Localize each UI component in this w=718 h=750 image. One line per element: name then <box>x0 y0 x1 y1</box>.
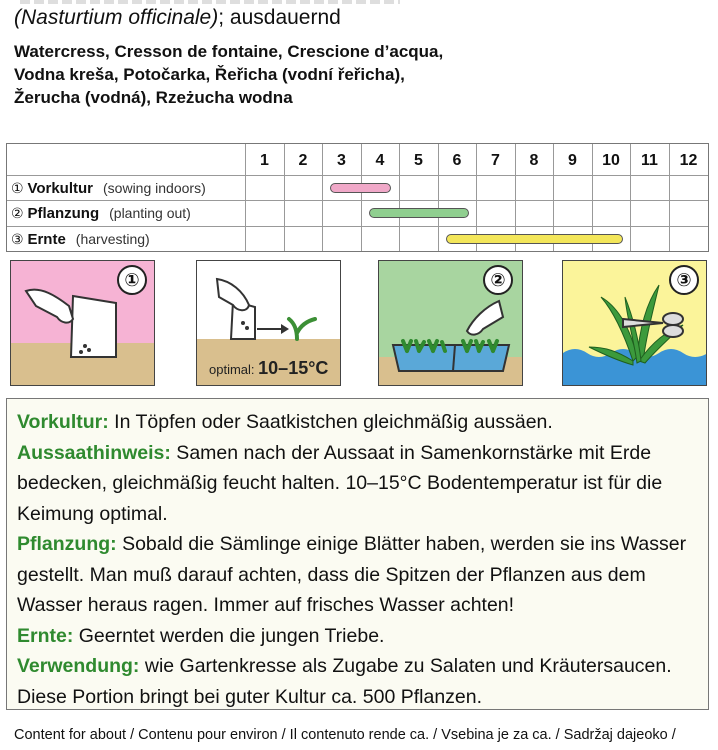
illustration-sowing <box>10 260 155 386</box>
temp-value: 10–15°C <box>258 358 329 378</box>
row-marker: ① <box>11 180 24 196</box>
row-label-de: Vorkultur <box>27 180 94 197</box>
month-2: 2 <box>298 152 308 169</box>
common-names-line-2: Vodna kreša, Potočarka, Řeřicha (vodní řeřicha), <box>14 65 405 84</box>
temp-prefix: optimal: <box>209 362 255 377</box>
month-5: 5 <box>414 152 423 169</box>
clipped-title <box>0 0 718 4</box>
hand <box>217 279 249 310</box>
pflanzung-text: Sobald die Sämlinge einige Blätter haben, werden sie ins Wasser gestellt. Man muß darauf achten, dass die Spitzen der Pflanzen aus dem Wasser heraus ragen. Immer auf frisches Wasser achten! <box>17 533 687 616</box>
vorkultur-heading: Vorkultur: <box>17 411 109 433</box>
month-9: 9 <box>568 152 577 169</box>
month-8: 8 <box>529 152 539 169</box>
row-label-de: Pflanzung <box>27 205 100 222</box>
botanical-line <box>14 6 341 30</box>
row-marker: ③ <box>11 231 24 247</box>
verwendung-paragraph <box>17 651 698 712</box>
illustration-planting <box>378 260 523 386</box>
verwendung-text: wie Gartenkresse als Zugabe zu Salaten und Kräutersaucen. Diese Portion bringt bei guter Kultur ca. 500 Pflanzen. <box>17 655 672 708</box>
seedling <box>289 319 315 339</box>
aussaat-paragraph <box>17 438 698 530</box>
vorkultur-paragraph <box>17 407 698 438</box>
common-names-line-3: Žerucha (vodná), Rzeżucha wodna <box>14 88 293 107</box>
pflanzung-paragraph <box>17 529 698 621</box>
row-pflanzung <box>11 200 191 226</box>
month-4: 4 <box>375 152 385 169</box>
footer-content-note: Content for about / Contenu pour environ / Il contenuto rende ca. / Vsebina je za ca. / Sadržaj dajeoko / <box>14 727 676 743</box>
ernte-paragraph <box>17 621 698 652</box>
growing-calendar <box>6 143 709 252</box>
month-1: 1 <box>260 152 269 169</box>
month-10: 10 <box>602 152 620 169</box>
temperature-label <box>209 358 328 379</box>
pflanzung-heading: Pflanzung: <box>17 533 117 555</box>
month-6: 6 <box>452 152 462 169</box>
common-names <box>14 40 704 109</box>
step-badge-3: ③ <box>669 265 699 295</box>
row-label-en: (harvesting) <box>75 231 150 247</box>
row-ernte <box>11 226 150 252</box>
instructions-box <box>6 398 709 710</box>
bar-ernte <box>446 234 623 244</box>
row-label-de: Ernte <box>27 231 66 248</box>
month-12: 12 <box>679 152 698 169</box>
ernte-text: Geerntet werden die jungen Triebe. <box>73 624 385 647</box>
month-7: 7 <box>491 152 500 169</box>
verwendung-heading: Verwendung: <box>17 655 140 677</box>
illustration-harvest <box>562 260 707 386</box>
month-3: 3 <box>337 152 346 169</box>
step-badge-2: ② <box>483 265 513 295</box>
common-names-line-1: Watercress, Cresson de fontaine, Crescione d’acqua, <box>14 42 444 61</box>
row-label-en: (sowing indoors) <box>103 180 206 196</box>
bar-vorkultur <box>330 183 391 193</box>
row-label-en: (planting out) <box>109 205 191 221</box>
lifecycle: ; ausdauernd <box>218 6 341 29</box>
botanical-name: (Nasturtium officinale) <box>14 6 219 29</box>
aussaat-text: Samen nach der Aussaat in Samenkornstärke mit Erde bedecken, gleichmäßig feucht halten. 10–15°C Bodentemperatur ist für die Keimung optimal. <box>17 441 663 525</box>
ernte-heading: Ernte: <box>17 624 74 647</box>
bar-pflanzung <box>369 208 469 218</box>
step-badge-1: ① <box>117 265 147 295</box>
seed-packet <box>71 296 116 357</box>
row-marker: ② <box>11 205 24 221</box>
vorkultur-text: In Töpfen oder Saatkistchen gleichmäßig aussäen. <box>108 411 553 433</box>
illustration-germination <box>196 260 341 386</box>
month-11: 11 <box>641 152 658 169</box>
row-vorkultur <box>11 175 206 201</box>
aussaat-heading: Aussaathinweis: <box>17 441 171 464</box>
